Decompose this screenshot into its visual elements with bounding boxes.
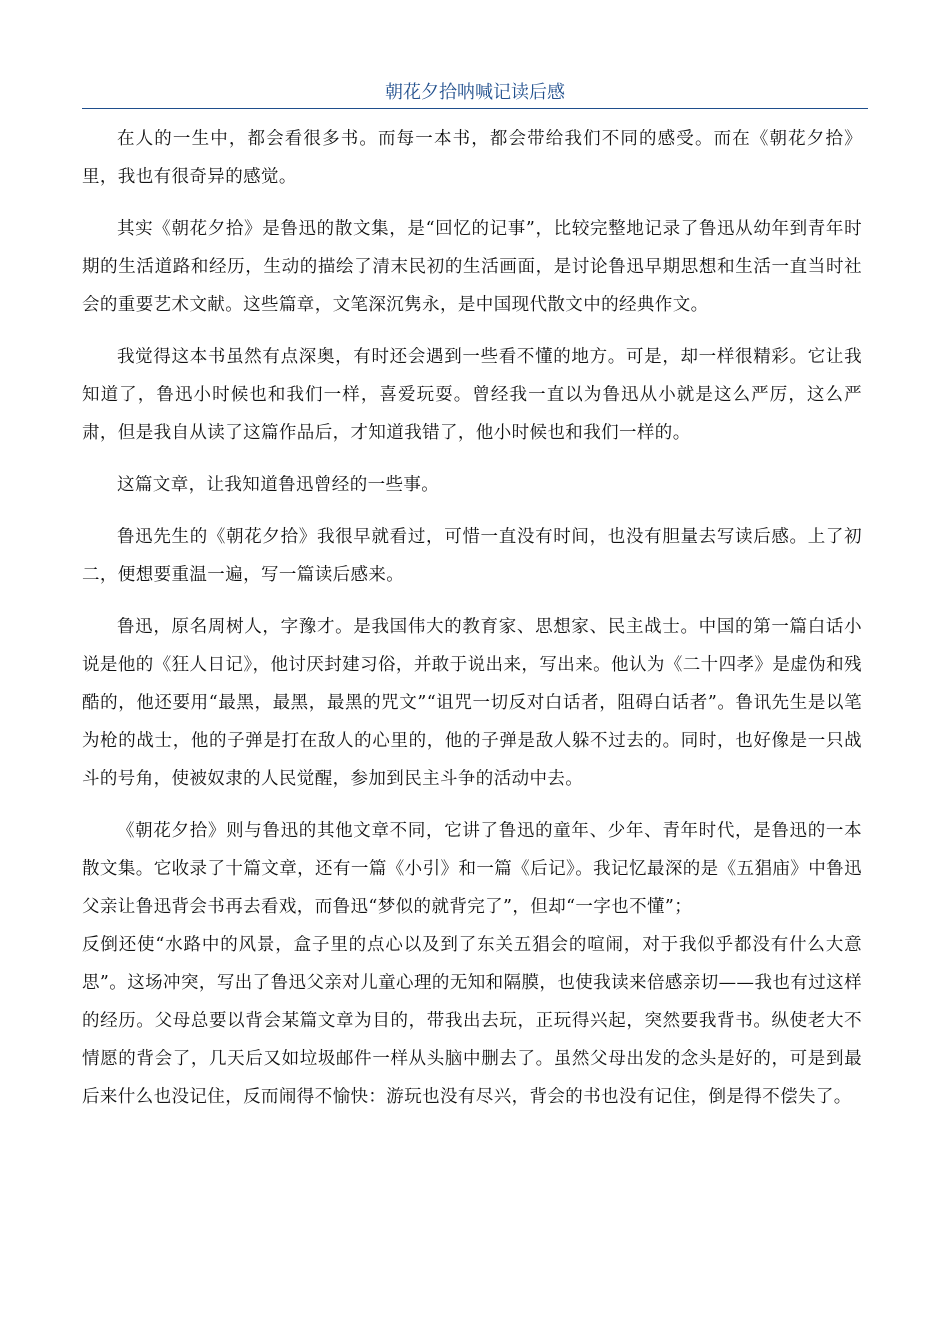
paragraph-8: 反倒还使“水路中的风景，盒子里的点心以及到了东关五猖会的喧闹，对于我似乎都没有什么大意思”。这场冲突，写出了鲁迅父亲对儿童心理的无知和隔膜，也使我读来倍感亲切——我也有过这样的经历。父母总要以背会某篇文章为目的，带我出去玩，正玩得兴起，突然要我背书。纵使老大不情愿的背会了，几天后又如垃圾邮件一样从头脑中删去了。虽然父母出发的念头是好的，可是到最后来什么也没记住，反而闹得不愉快：游玩也没有尽兴，背会的书也没有记住，倒是得不偿失了。 [82, 935, 862, 1107]
paragraph-6: 鲁迅，原名周树人，字豫才。是我国伟大的教育家、思想家、民主战士。中国的第一篇白话小说是他的《狂人日记》，他讨厌封建习俗，并敢于说出来，写出来。他认为《二十四孝》是虚伪和残酷的，他还要用“最黑，最黑，最黑的咒文”“诅咒一切反对白话者，阻碍白话者”。鲁讯先生是以笔为枪的战士，他的子弹是打在敌人的心里的，他的子弹是敌人躲不过去的。同时，也好像是一只战斗的号角，使被奴隶的人民觉醒，参加到民主斗争的活动中去。 [82, 617, 862, 789]
paragraph-5: 鲁迅先生的《朝花夕拾》我很早就看过，可惜一直没有时间，也没有胆量去写读后感。上了初二，便想要重温一遍，写一篇读后感来。 [82, 527, 862, 585]
paragraph-3: 我觉得这本书虽然有点深奥，有时还会遇到一些看不懂的地方。可是，却一样很精彩。它让我知道了，鲁迅小时候也和我们一样，喜爱玩耍。曾经我一直以为鲁迅从小就是这么严厉，这么严肃，但是我自从读了这篇作品后，才知道我错了，他小时候也和我们一样的。 [82, 347, 862, 443]
document-body [82, 120, 862, 1130]
paragraph-4: 这篇文章，让我知道鲁迅曾经的一些事。 [117, 475, 440, 495]
page-header [82, 78, 868, 109]
document-title: 朝花夕拾呐喊记读后感 [385, 82, 565, 103]
paragraph-7: 《朝花夕拾》则与鲁迅的其他文章不同，它讲了鲁迅的童年、少年、青年时代，是鲁迅的一本散文集。它收录了十篇文章，还有一篇《小引》和一篇《后记》。我记忆最深的是《五猖庙》中鲁迅父亲让鲁迅背会书再去看戏，而鲁迅“梦似的就背完了”，但却“一字也不懂”； [82, 821, 862, 917]
paragraph-1: 在人的一生中，都会看很多书。而每一本书，都会带给我们不同的感受。而在《朝花夕拾》里，我也有很奇异的感觉。 [82, 129, 862, 187]
paragraph-2: 其实《朝花夕拾》是鲁迅的散文集，是“回忆的记事”，比较完整地记录了鲁迅从幼年到青年时期的生活道路和经历，生动的描绘了清末民初的生活画面，是讨论鲁迅早期思想和生活一直当时社会的重要艺术文献。这些篇章，文笔深沉隽永，是中国现代散文中的经典作文。 [82, 219, 862, 315]
